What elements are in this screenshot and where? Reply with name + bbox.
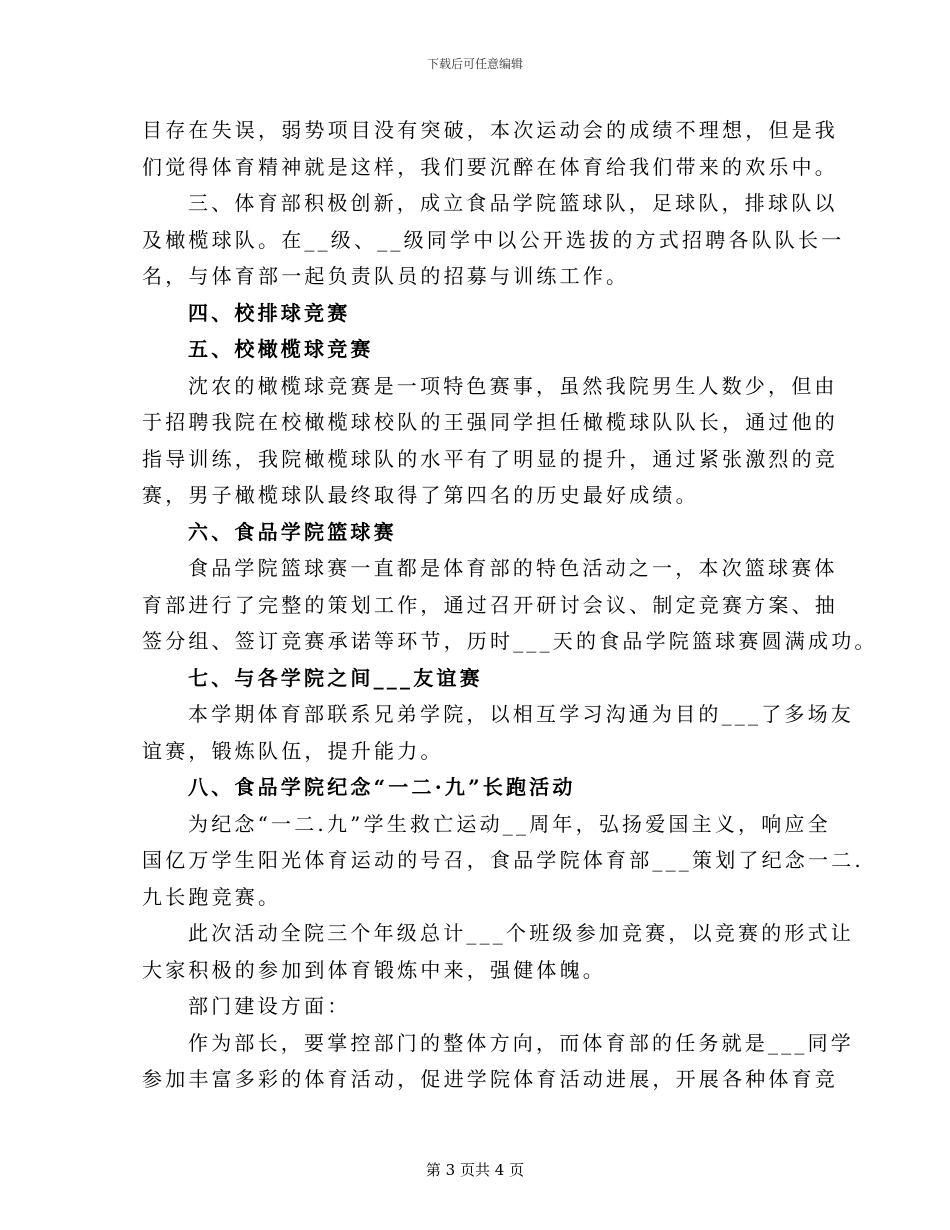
text-line: 指导训练，我院橄榄球队的水平有了明显的提升，通过紧张激烈的竞 [142, 446, 838, 471]
text-line: 食品学院篮球赛一直都是体育部的特色活动之一，本次篮球赛体 [188, 556, 838, 580]
text-line: 大家积极的参加到体育锻炼中来，强健体魄。 [142, 957, 606, 982]
page-header: 下载后可任意编辑 [426, 57, 523, 71]
section-paragraph: 三、体育部积极创新，成立食品学院篮球队，足球队，排球队以 [188, 191, 838, 215]
text-line: 沈农的橄榄球竞赛是一项特色赛事，虽然我院男生人数少，但由 [188, 373, 838, 398]
text-line: 本学期体育部联系兄弟学院，以相互学习沟通为目的___了多场友 [188, 702, 854, 726]
text-line: 及橄榄球队。在__级、__级同学中以公开选拔的方式招聘各队队长一 [142, 227, 845, 252]
page-footer: 第 3 页共 4 页 [425, 1161, 525, 1179]
section-heading: 五、校橄榄球竞赛 [188, 337, 374, 361]
text-line: 目存在失误，弱势项目没有突破，本次运动会的成绩不理想，但是我 [142, 118, 838, 142]
text-line: 部门建设方面： [188, 994, 351, 1018]
section-heading: 七、与各学院之间___友谊赛 [188, 665, 483, 690]
section-heading: 八、食品学院纪念“一二·九”长跑活动 [188, 775, 576, 799]
text-line: 育部进行了完整的策划工作，通过召开研讨会议、制定竞赛方案、抽 [142, 592, 838, 617]
document-body [142, 112, 878, 1098]
section-heading: 四、校排球竞赛 [188, 300, 351, 325]
text-line: 参加丰富多彩的体育活动，促进学院体育活动进展，开展各种体育竞 [142, 1067, 838, 1091]
text-line: 为纪念“一二.九”学生救亡运动__周年，弘扬爱国主义，响应全 [188, 811, 831, 836]
text-line: 此次活动全院三个年级总计___个班级参加竞赛，以竞赛的形式让 [188, 921, 854, 945]
text-line: 名，与体育部一起负责队员的招募与训练工作。 [142, 264, 630, 288]
section-heading: 六、食品学院篮球赛 [188, 519, 397, 544]
text-line: 谊赛，锻炼队伍，提升能力。 [142, 738, 444, 763]
text-line: 国亿万学生阳光体育运动的号召，食品学院体育部___策划了纪念一二. [142, 848, 864, 872]
text-line: 九长跑竞赛。 [142, 884, 282, 909]
text-line: 作为部长，要掌控部门的整体方向，而体育部的任务就是___同学 [188, 1030, 854, 1055]
text-line: 赛，男子橄榄球队最终取得了第四名的历史最好成绩。 [142, 483, 699, 507]
text-line: 签分组、签订竞赛承诺等环节，历时___天的食品学院篮球赛圆满成功。 [142, 629, 878, 653]
text-line: 们觉得体育精神就是这样，我们要沉醉在体育给我们带来的欢乐中。 [142, 154, 838, 179]
text-line: 于招聘我院在校橄榄球校队的王强同学担任橄榄球队队长，通过他的 [142, 410, 838, 434]
